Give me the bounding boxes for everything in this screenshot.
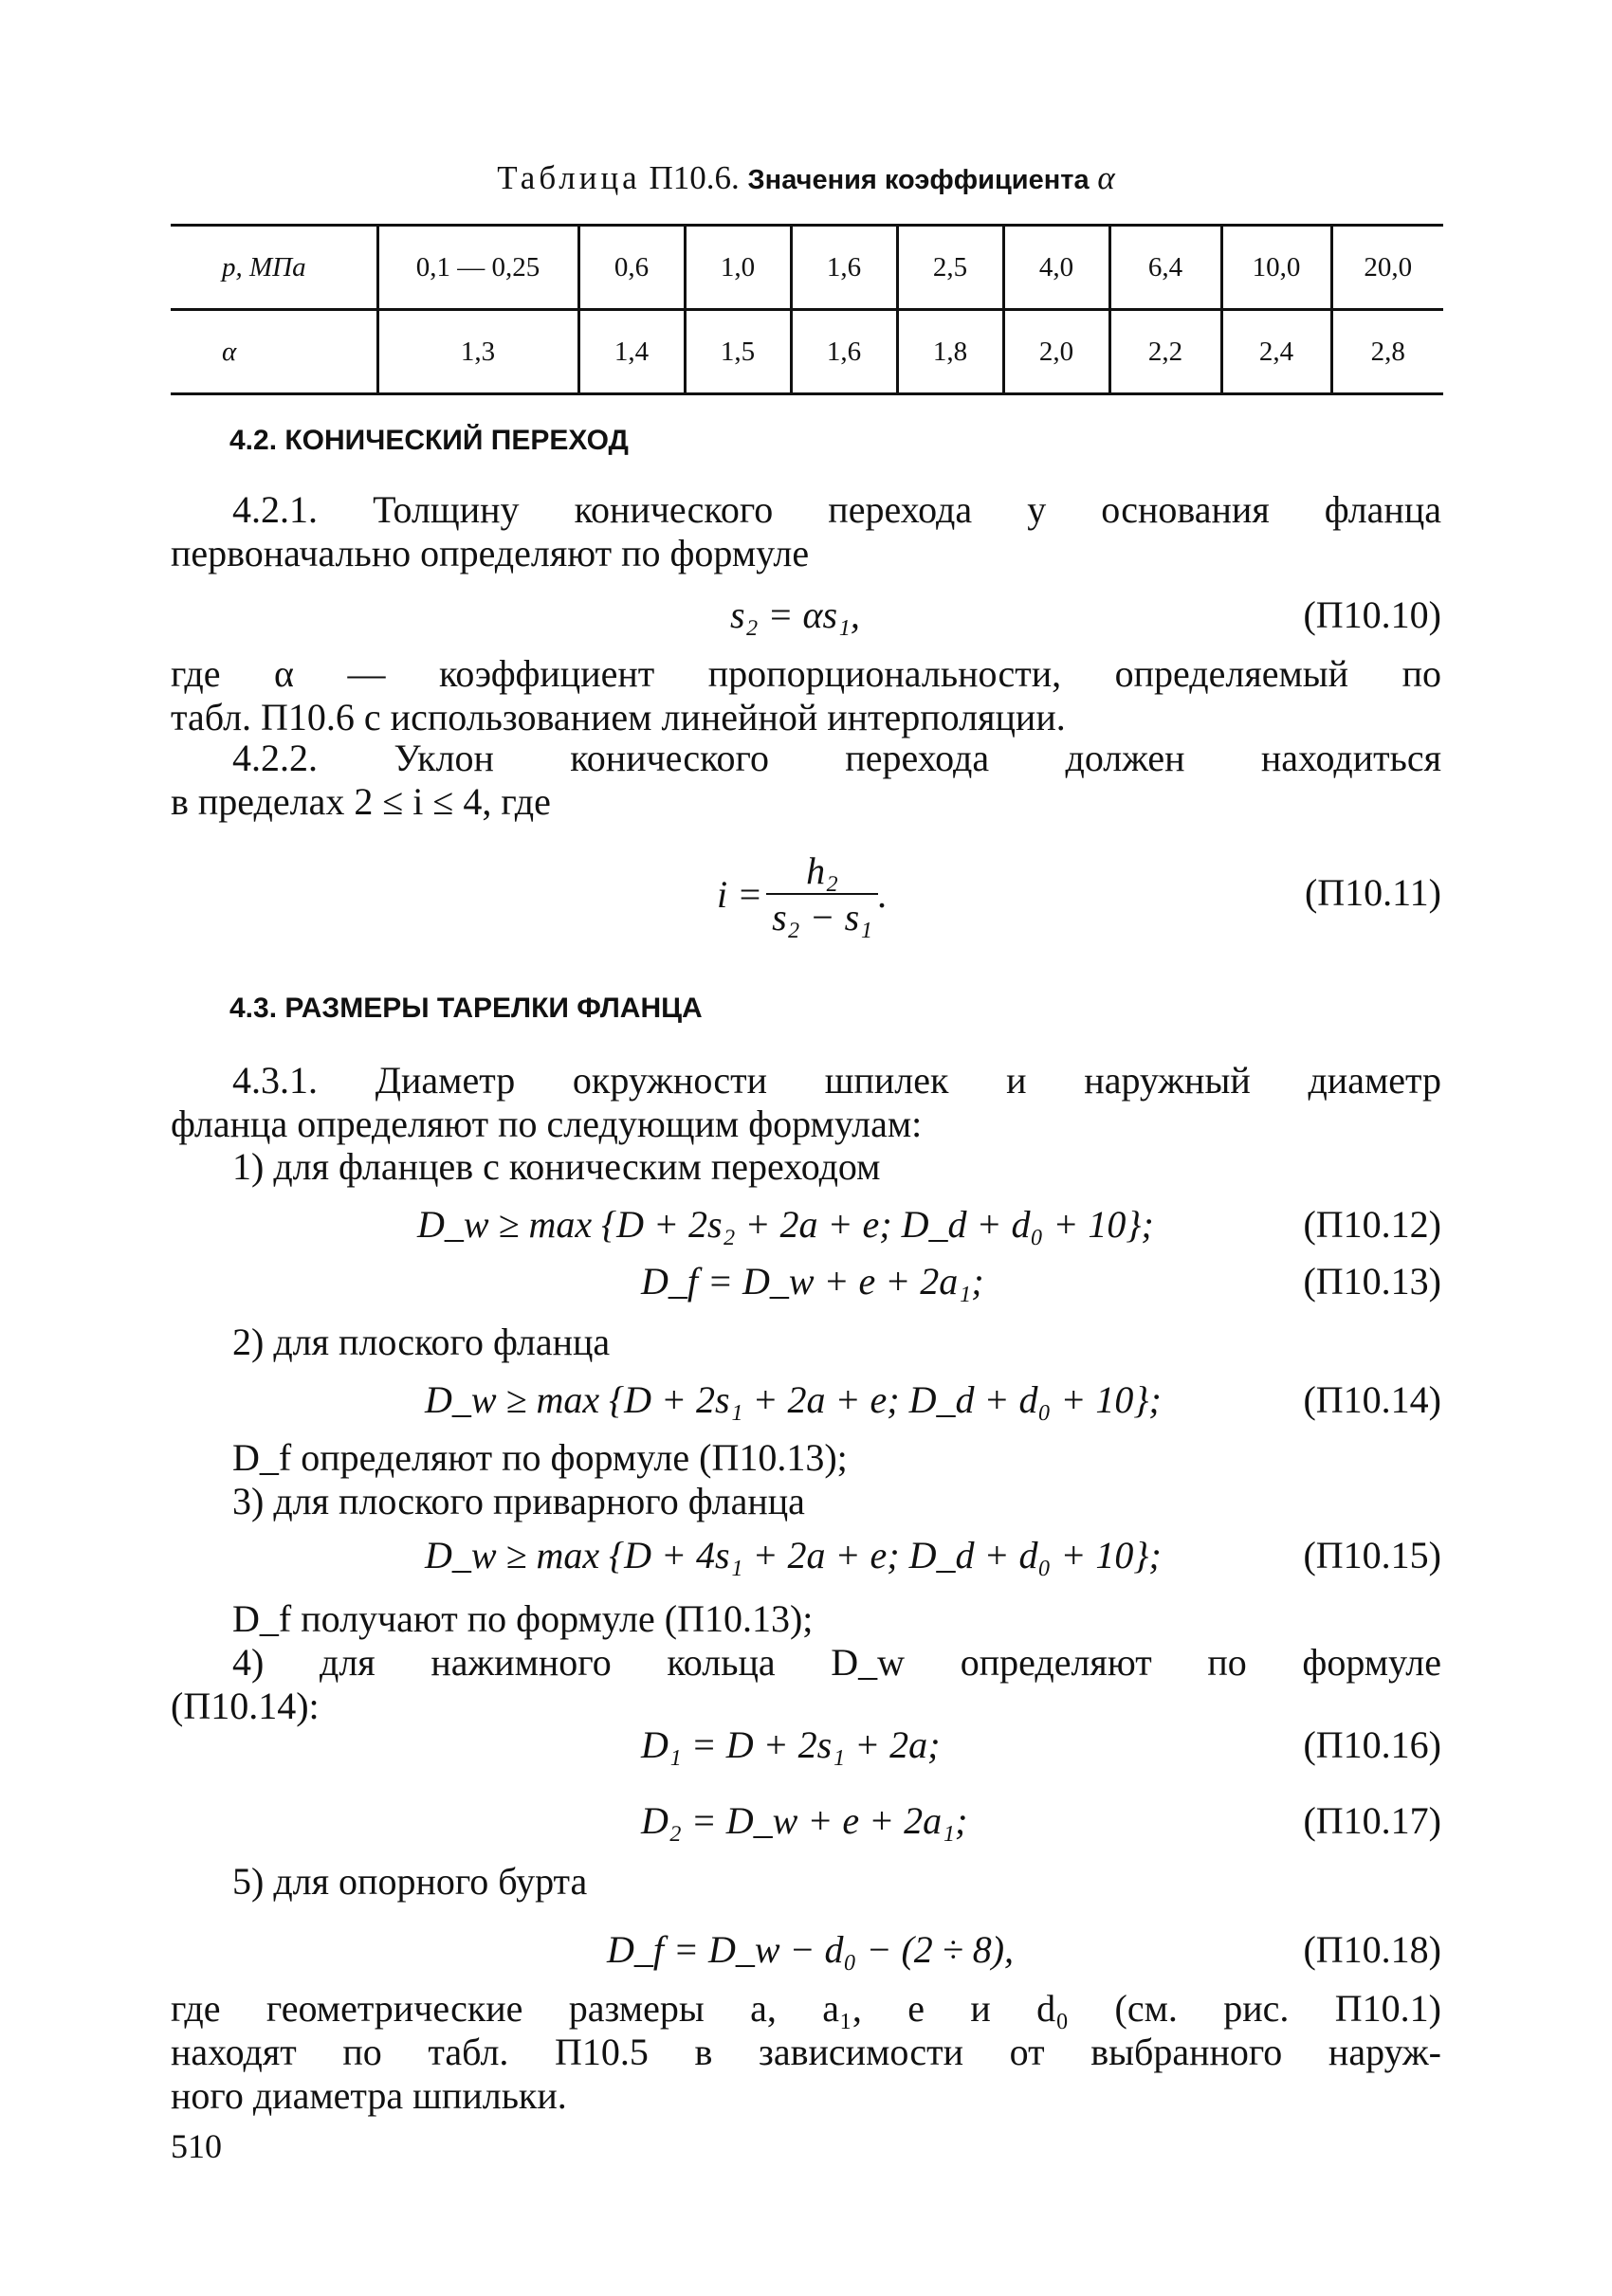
row-cell: 2,4 bbox=[1221, 310, 1331, 394]
row-cell: 2,8 bbox=[1331, 310, 1443, 394]
equation-number: (П10.13) bbox=[1303, 1260, 1441, 1303]
fraction bbox=[766, 848, 878, 939]
para-4-2-2-line1: 4.2.2. Уклон конического перехода должен находиться bbox=[232, 737, 1441, 779]
page-number: 510 bbox=[171, 2127, 222, 2165]
section-heading-4-3: 4.3. РАЗМЕРЫ ТАРЕЛКИ ФЛАНЦА bbox=[229, 993, 703, 1024]
row-cell: 2,2 bbox=[1109, 310, 1221, 394]
alpha-coefficient-table bbox=[171, 224, 1443, 395]
equation-p10-16: D₁ = D + 2s₁ + 2a; bbox=[641, 1723, 941, 1766]
row-cell: 1,3 bbox=[377, 310, 578, 394]
list-item-5: 5) для опорного бурта bbox=[232, 1860, 588, 1903]
equation-number: (П10.11) bbox=[1304, 871, 1441, 914]
equation-number: (П10.16) bbox=[1303, 1723, 1441, 1766]
fraction-numerator: h₂ bbox=[766, 848, 878, 895]
list-item-2: 2) для плоского фланца bbox=[232, 1321, 611, 1363]
table-header-row bbox=[171, 226, 1443, 310]
equation-p10-14: D_w ≥ max {D + 2s₁ + 2a + e; D_d + d₀ + 10}; bbox=[425, 1378, 1162, 1421]
equation-number: (П10.12) bbox=[1303, 1203, 1441, 1246]
para-4-2-2-line2: в пределах 2 ≤ i ≤ 4, где bbox=[171, 780, 551, 823]
header-cell: 1,6 bbox=[791, 226, 897, 310]
table-caption bbox=[0, 159, 1612, 197]
para-where-alpha-line1: где α — коэффициент пропорциональности, определяемый по bbox=[171, 652, 1441, 695]
final-para-line3: ного диаметра шпильки. bbox=[171, 2074, 567, 2117]
caption-symbol: α bbox=[1097, 159, 1115, 196]
para-4-2-1-line2: первоначально определяют по формуле bbox=[171, 532, 810, 574]
row-cell: α bbox=[171, 310, 377, 394]
eq-lhs: i = bbox=[717, 872, 763, 916]
equation-p10-13: D_f = D_w + e + 2a₁; bbox=[641, 1260, 984, 1303]
header-cell: 1,0 bbox=[685, 226, 791, 310]
note-df-p10-13: D_f определяют по формуле (П10.13); bbox=[232, 1436, 848, 1479]
equation-number: (П10.15) bbox=[1303, 1534, 1441, 1576]
row-cell: 2,0 bbox=[1003, 310, 1109, 394]
equation-p10-11: i = $\frac{\text{h₂}}{\text{s₂ − s₁}}$ . bbox=[717, 849, 888, 938]
caption-prefix: Таблица bbox=[497, 159, 641, 196]
header-cell: 20,0 bbox=[1331, 226, 1443, 310]
equation-p10-10: s₂ = αs₁, bbox=[730, 593, 860, 636]
equation-number: (П10.18) bbox=[1303, 1928, 1441, 1971]
final-para-line1: где геометрические размеры a, a₁, e и d₀ (см. рис. П10.1) bbox=[171, 1987, 1441, 2030]
row-cell: 1,5 bbox=[685, 310, 791, 394]
header-cell: 0,6 bbox=[578, 226, 685, 310]
list-item-1: 1) для фланцев с коническим переходом bbox=[232, 1145, 881, 1188]
equation-p10-18: D_f = D_w − d₀ − (2 ÷ 8), bbox=[607, 1928, 1015, 1971]
fraction-denominator: s₂ − s₁ bbox=[772, 896, 873, 938]
header-cell: 2,5 bbox=[897, 226, 1003, 310]
para-where-alpha-line2: табл. П10.6 с использованием линейной интерполяции. bbox=[171, 696, 1066, 738]
equation-number: (П10.17) bbox=[1303, 1799, 1441, 1842]
caption-title: Значения коэффициента bbox=[747, 165, 1090, 195]
header-cell: p, МПа bbox=[171, 226, 377, 310]
equation-number: (П10.10) bbox=[1303, 593, 1441, 636]
caption-number: П10.6. bbox=[649, 159, 740, 196]
para-4-2-1-line1: 4.2.1. Толщину конического перехода у основания фланца bbox=[232, 488, 1441, 531]
note-df-p10-13-b: D_f получают по формуле (П10.13); bbox=[232, 1597, 814, 1640]
equation-p10-12: D_w ≥ max {D + 2s₂ + 2a + e; D_d + d₀ + 10}; bbox=[417, 1203, 1154, 1246]
header-cell: 0,1 — 0,25 bbox=[377, 226, 578, 310]
header-cell: 6,4 bbox=[1109, 226, 1221, 310]
final-para-line2: находят по табл. П10.5 в зависимости от выбранного наруж- bbox=[171, 2031, 1441, 2073]
equation-p10-15: D_w ≥ max {D + 4s₁ + 2a + e; D_d + d₀ + 10}; bbox=[425, 1534, 1162, 1576]
table-row bbox=[171, 310, 1443, 394]
list-item-4-line2: (П10.14): bbox=[171, 1685, 320, 1727]
row-cell: 1,4 bbox=[578, 310, 685, 394]
para-4-3-1-line2: фланца определяют по следующим формулам: bbox=[171, 1102, 923, 1145]
header-cell: 4,0 bbox=[1003, 226, 1109, 310]
equation-p10-17: D₂ = D_w + e + 2a₁; bbox=[641, 1799, 968, 1842]
row-cell: 1,6 bbox=[791, 310, 897, 394]
equation-number: (П10.14) bbox=[1303, 1378, 1441, 1421]
row-cell: 1,8 bbox=[897, 310, 1003, 394]
list-item-4-line1: 4) для нажимного кольца D_w определяют по формуле bbox=[232, 1641, 1441, 1684]
header-cell: 10,0 bbox=[1221, 226, 1331, 310]
list-item-3: 3) для плоского приварного фланца bbox=[232, 1480, 805, 1522]
para-4-3-1-line1: 4.3.1. Диаметр окружности шпилек и наружный диаметр bbox=[232, 1059, 1441, 1102]
section-heading-4-2: 4.2. КОНИЧЕСКИЙ ПЕРЕХОД bbox=[229, 425, 629, 456]
